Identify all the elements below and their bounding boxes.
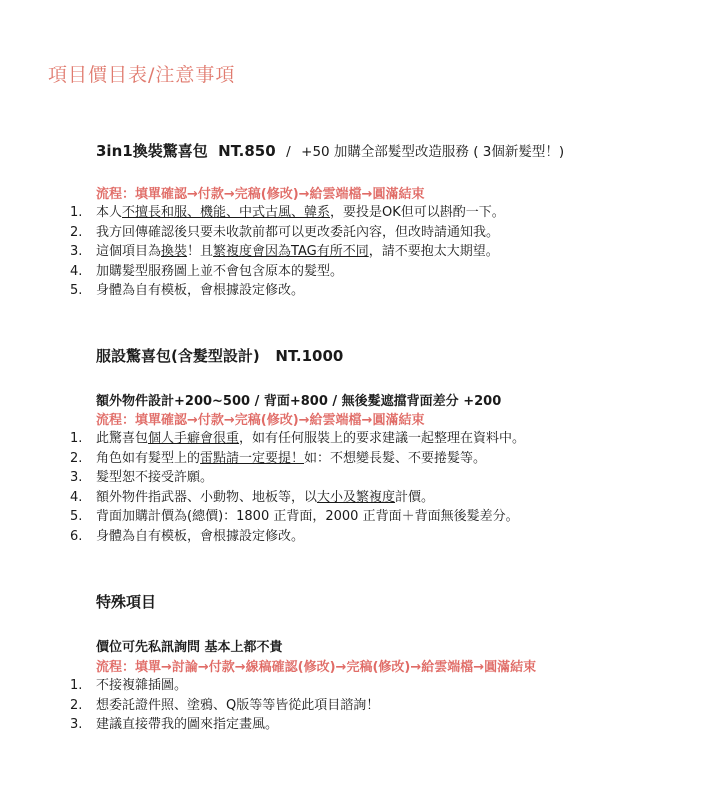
section-1-flow: 流程：填單確認→付款→完稿(修改)→給雲端檔→圓滿結束 xyxy=(96,187,425,202)
list-item: 4. 加購髮型服務圖上並不會包含原本的髮型。 xyxy=(70,263,344,279)
page-title: 項目價目表/注意事項 xyxy=(48,64,236,86)
list-item: 2. 想委託證件照、塗鴉、Q版等等皆從此項目諮詢！ xyxy=(70,697,380,713)
list-item: 5. 身體為自有模板，會根據設定修改。 xyxy=(70,283,305,298)
section-1-addon: +50 加購全部髮型改造服務 ( 3個新髮型！) xyxy=(301,144,565,160)
section-2-name: 服設驚喜包(含髮型設計) xyxy=(96,347,260,365)
list-item: 3. 建議直接帶我的圖來指定畫風。 xyxy=(70,717,279,732)
section-3-heading: 特殊項目 xyxy=(96,593,157,611)
list-item: 3. 這個項目為換裝！且繁複度會因為TAG有所不同，請不要抱太大期望。 xyxy=(70,244,499,259)
list-item: 5. 背面加購計價為(總價)：1800 正背面，2000 正背面＋背面無後髮差分。 xyxy=(70,509,519,524)
list-item: 2. 角色如有髮型上的雷點請一定要提！如：不想變長髮、不要捲髮等。 xyxy=(70,450,487,466)
section-1-heading xyxy=(96,140,564,161)
list-item: 3. 髮型恕不接受許願。 xyxy=(70,470,214,485)
list-item: 4. 額外物件指武器、小動物、地板等，以大小及繁複度計價。 xyxy=(70,489,435,505)
list-item: 1. 不接複雜插圖。 xyxy=(70,678,188,693)
list-item: 6. 身體為自有模板，會根據設定修改。 xyxy=(70,528,305,544)
section-2-price: NT.1000 xyxy=(275,347,344,365)
section-1-list xyxy=(62,203,505,301)
section-1-name: 3in1換裝驚喜包 xyxy=(96,142,208,160)
section-1-price: NT.850 xyxy=(218,142,276,160)
list-item: 1. 此驚喜包個人手癖會很重，如有任何服裝上的要求建議一起整理在資料中。 xyxy=(70,431,526,446)
section-2-heading xyxy=(96,345,343,366)
section-3-flow: 流程：填單→討論→付款→線稿確認(修改)→完稿(修改)→給雲端檔→圓滿結束 xyxy=(96,660,537,675)
section-2-list xyxy=(62,429,525,546)
section-1-sep: / xyxy=(286,144,291,160)
section-2-extra: 額外物件設計+200~500 / 背面+800 / 無後髮遮擋背面差分 +200 xyxy=(96,394,502,409)
list-item: 1. 本人不擅長和服、機能、中式古風、韓系，要投是OK但可以斟酌一下。 xyxy=(70,205,505,220)
section-3-list xyxy=(62,676,379,735)
section-3-note: 價位可先私訊詢問 基本上都不貴 xyxy=(96,640,283,655)
section-2-flow: 流程：填單確認→付款→完稿(修改)→給雲端檔→圓滿結束 xyxy=(96,413,425,428)
list-item: 2. 我方回傳確認後只要未收款前都可以更改委託內容，但改時請通知我。 xyxy=(70,224,500,240)
